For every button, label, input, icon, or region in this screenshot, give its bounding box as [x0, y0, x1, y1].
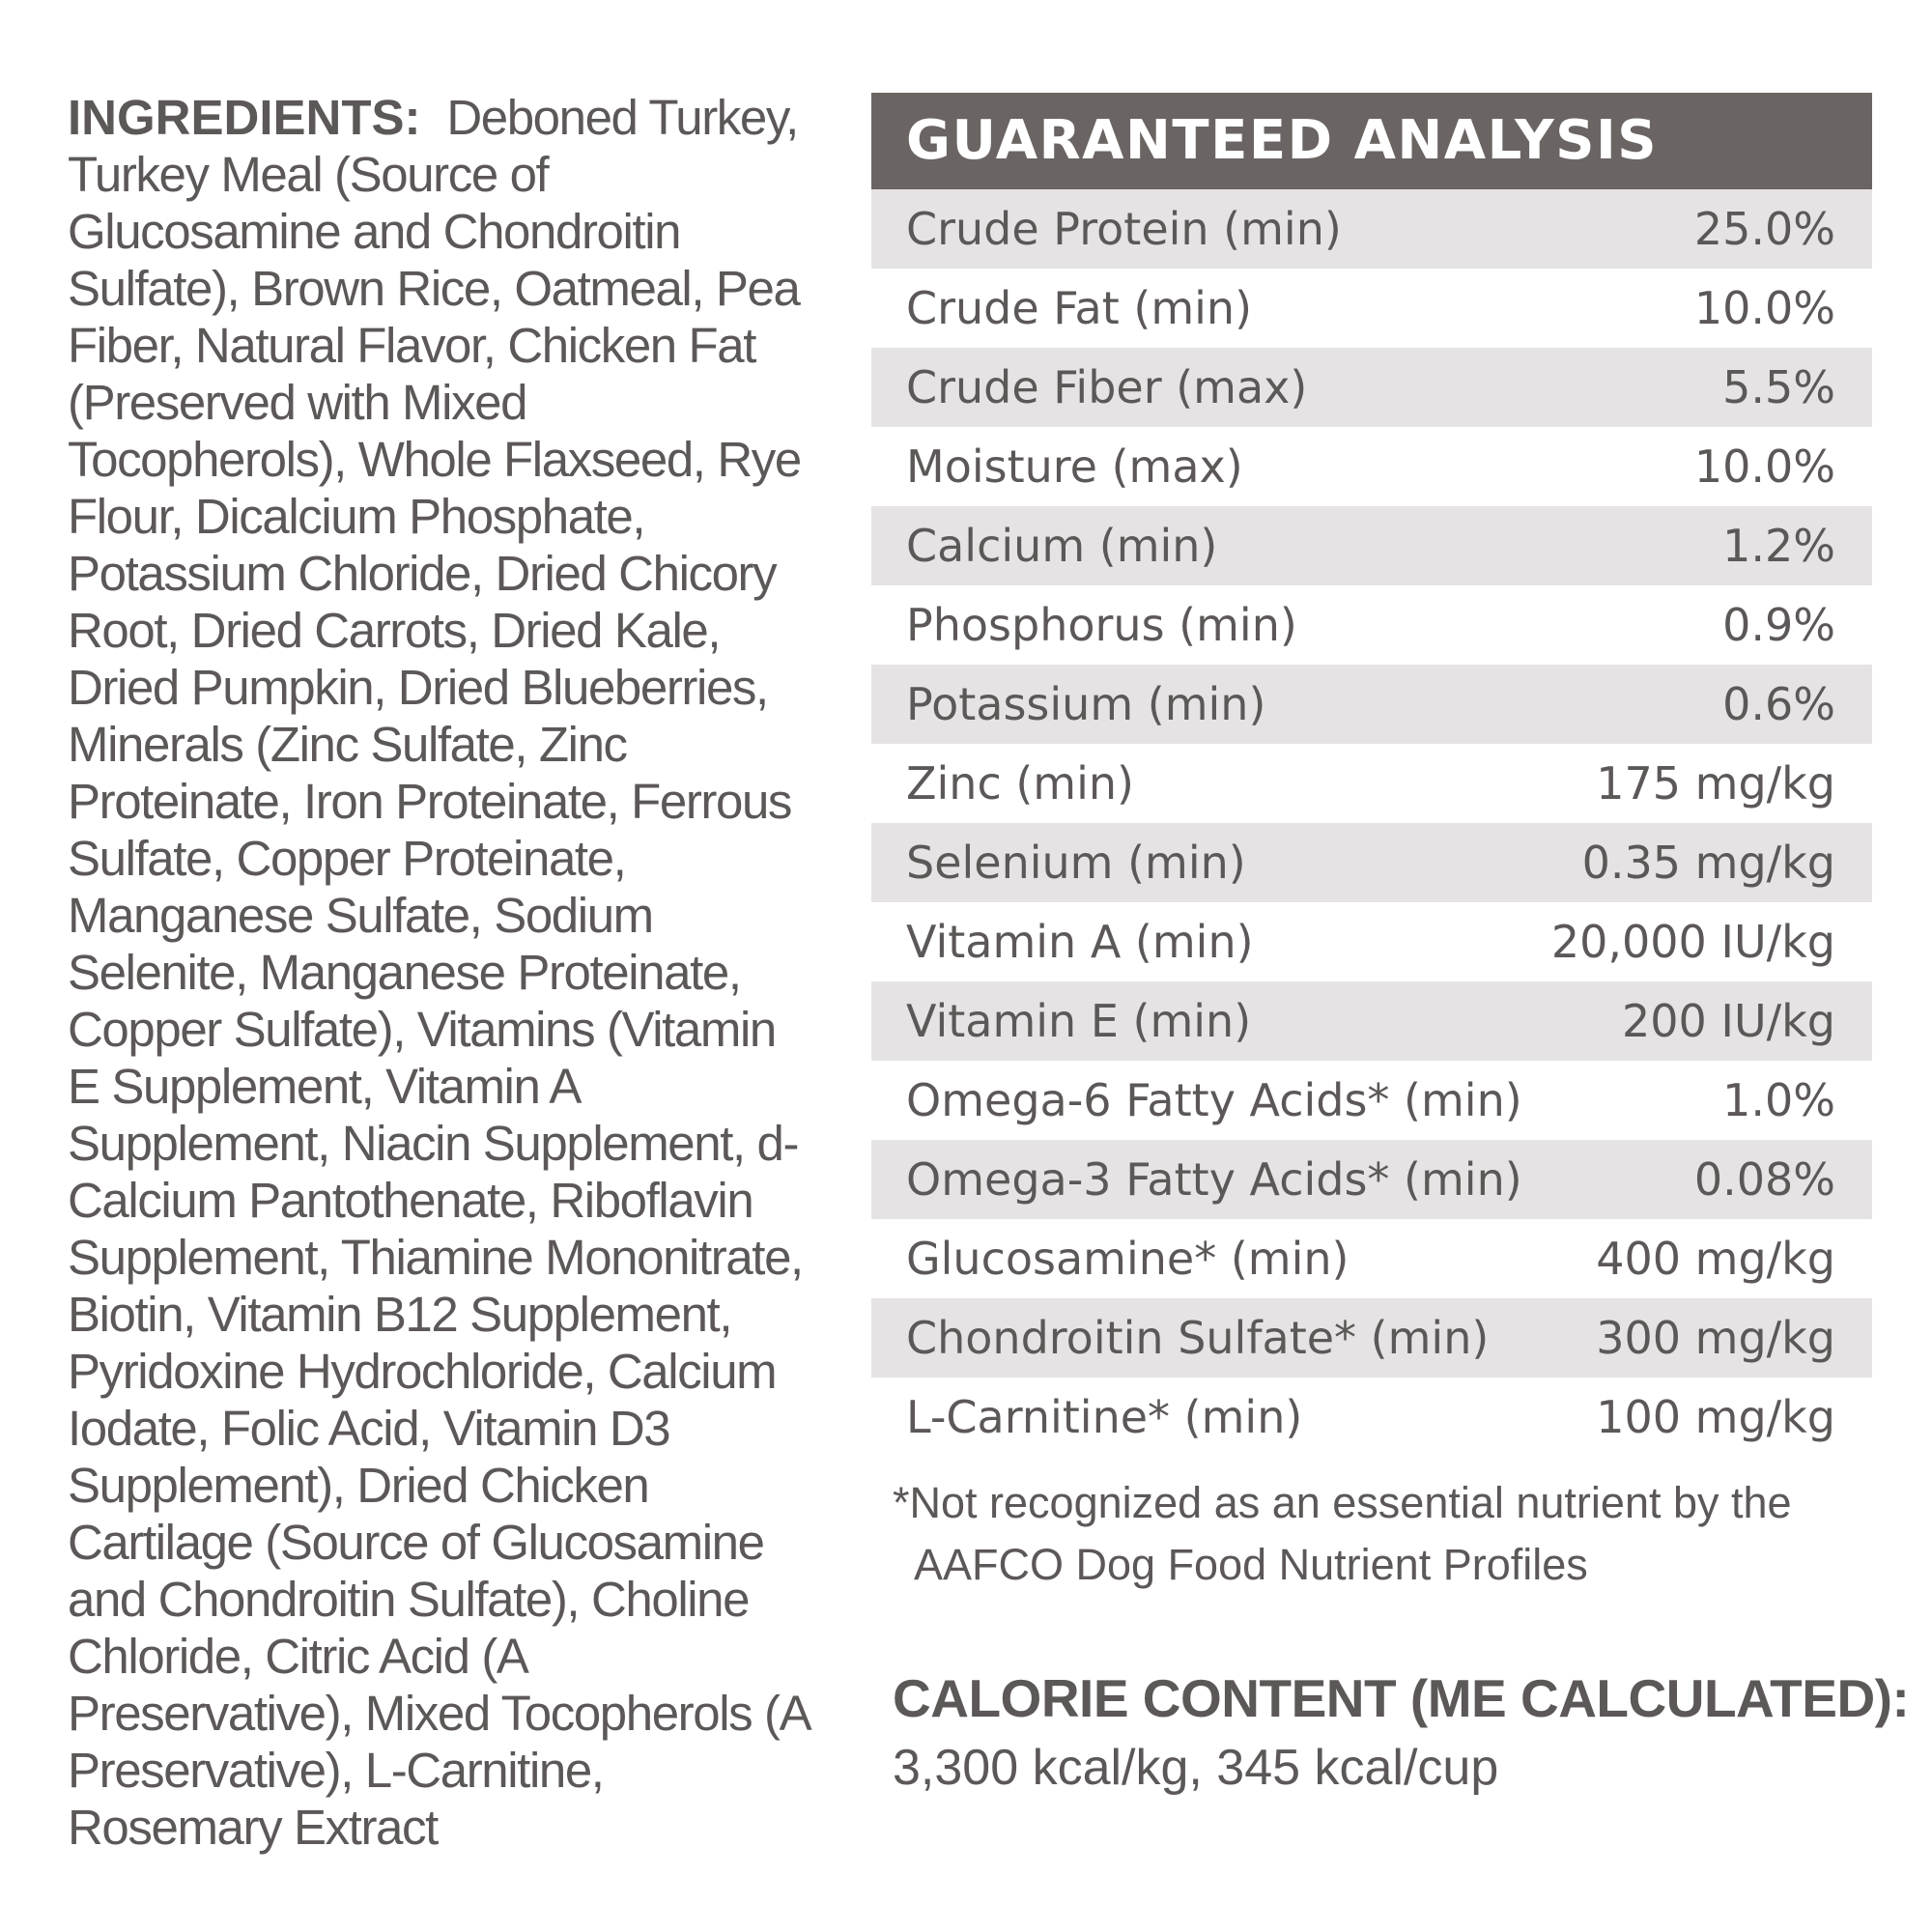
guaranteed-analysis-table [871, 93, 1872, 1457]
analysis-row [871, 427, 1872, 506]
ingredients-panel [68, 89, 811, 1856]
analysis-row [871, 348, 1872, 427]
analysis-row [871, 269, 1872, 348]
analysis-label: Glucosamine* (min) [906, 1233, 1350, 1285]
analysis-value: 0.08% [1693, 1153, 1835, 1206]
analysis-label: L-Carnitine* (min) [906, 1391, 1303, 1443]
calorie-content [893, 1663, 1917, 1803]
analysis-row [871, 1061, 1872, 1140]
analysis-value: 1.0% [1722, 1074, 1835, 1126]
analysis-value: 10.0% [1693, 440, 1835, 493]
analysis-value: 10.0% [1693, 282, 1835, 334]
analysis-label: Omega-6 Fatty Acids* (min) [906, 1074, 1522, 1126]
analysis-value: 200 IU/kg [1622, 995, 1835, 1047]
analysis-row [871, 823, 1872, 902]
guaranteed-analysis-rows [871, 189, 1872, 1457]
analysis-value: 175 mg/kg [1596, 757, 1835, 810]
analysis-row [871, 665, 1872, 744]
analysis-value: 400 mg/kg [1596, 1233, 1835, 1285]
analysis-label: Chondroitin Sulfate* (min) [906, 1312, 1490, 1364]
analysis-label: Vitamin E (min) [906, 995, 1252, 1047]
ingredients-text: Deboned Turkey, Turkey Meal (Source of Glucosamine and Chondroitin Sulfate), Brown Rice, Oatmeal, Pea Fiber, Natural Flavor, Chicken Fat (Preserved with Mixed Tocopherols), Whole Flaxseed, Rye Flour, Dicalcium Phosphate, Potassium Chloride, Dried Chicory Root, Dried Carrots, Dried Kale, Dried Pumpkin, Dried Blueberries, Minerals (Zinc Sulfate, Zinc Proteinate, Iron Proteinate, Ferrous Sulfate, Copper Proteinate, Manganese Sulfate, Sodium Selenite, Manganese Proteinate, Copper Sulfate), Vitamins (Vitamin E Supplement, Vitamin A Supplement, Niacin Supplement, d-Calcium Pantothenate, Riboflavin Supplement, Thiamine Mononitrate, Biotin, Vitamin B12 Supplement, Pyridoxine Hydrochloride, Calcium Iodate, Folic Acid, Vitamin D3 Supplement), Dried Chicken Cartilage (Source of Glucosamine and Chondroitin Sulfate), Choline Chloride, Citric Acid (A Preservative), Mixed Tocopherols (A Preservative), L-Carnitine, Rosemary Extract [68, 90, 809, 1855]
analysis-value: 0.9% [1722, 599, 1835, 651]
analysis-row [871, 1298, 1872, 1378]
analysis-label: Crude Protein (min) [906, 203, 1342, 255]
analysis-value: 0.35 mg/kg [1581, 837, 1835, 889]
analysis-label: Potassium (min) [906, 678, 1266, 730]
footnote-line-2: AAFCO Dog Food Nutrient Profiles [914, 1540, 1588, 1589]
analysis-value: 25.0% [1693, 203, 1835, 255]
analysis-row [871, 1140, 1872, 1219]
footnote-line-1: *Not recognized as an essential nutrient by the [893, 1478, 1792, 1527]
guaranteed-analysis-title: GUARANTEED ANALYSIS [871, 93, 1872, 189]
analysis-row [871, 1219, 1872, 1298]
analysis-value: 100 mg/kg [1596, 1391, 1835, 1443]
analysis-label: Calcium (min) [906, 520, 1218, 572]
analysis-label: Vitamin A (min) [906, 916, 1254, 968]
analysis-label: Crude Fiber (max) [906, 361, 1308, 413]
calorie-content-value: 3,300 kcal/kg, 345 kcal/cup [893, 1740, 1499, 1796]
analysis-row [871, 902, 1872, 981]
calorie-content-heading: CALORIE CONTENT (ME CALCULATED): [893, 1668, 1910, 1728]
analysis-value: 5.5% [1722, 361, 1835, 413]
analysis-label: Crude Fat (min) [906, 282, 1253, 334]
analysis-value: 300 mg/kg [1596, 1312, 1835, 1364]
analysis-label: Phosphorus (min) [906, 599, 1297, 651]
analysis-value: 20,000 IU/kg [1550, 916, 1835, 968]
analysis-value: 0.6% [1722, 678, 1835, 730]
analysis-row [871, 1378, 1872, 1457]
analysis-row [871, 585, 1872, 665]
analysis-label: Selenium (min) [906, 837, 1246, 889]
analysis-label: Omega-3 Fatty Acids* (min) [906, 1153, 1522, 1206]
analysis-row [871, 981, 1872, 1061]
analysis-label: Moisture (max) [906, 440, 1243, 493]
analysis-row [871, 744, 1872, 823]
analysis-row [871, 189, 1872, 269]
guaranteed-analysis-footnote [893, 1472, 1878, 1596]
ingredients-heading: INGREDIENTS: [68, 90, 421, 145]
analysis-row [871, 506, 1872, 585]
analysis-value: 1.2% [1722, 520, 1835, 572]
analysis-label: Zinc (min) [906, 757, 1134, 810]
